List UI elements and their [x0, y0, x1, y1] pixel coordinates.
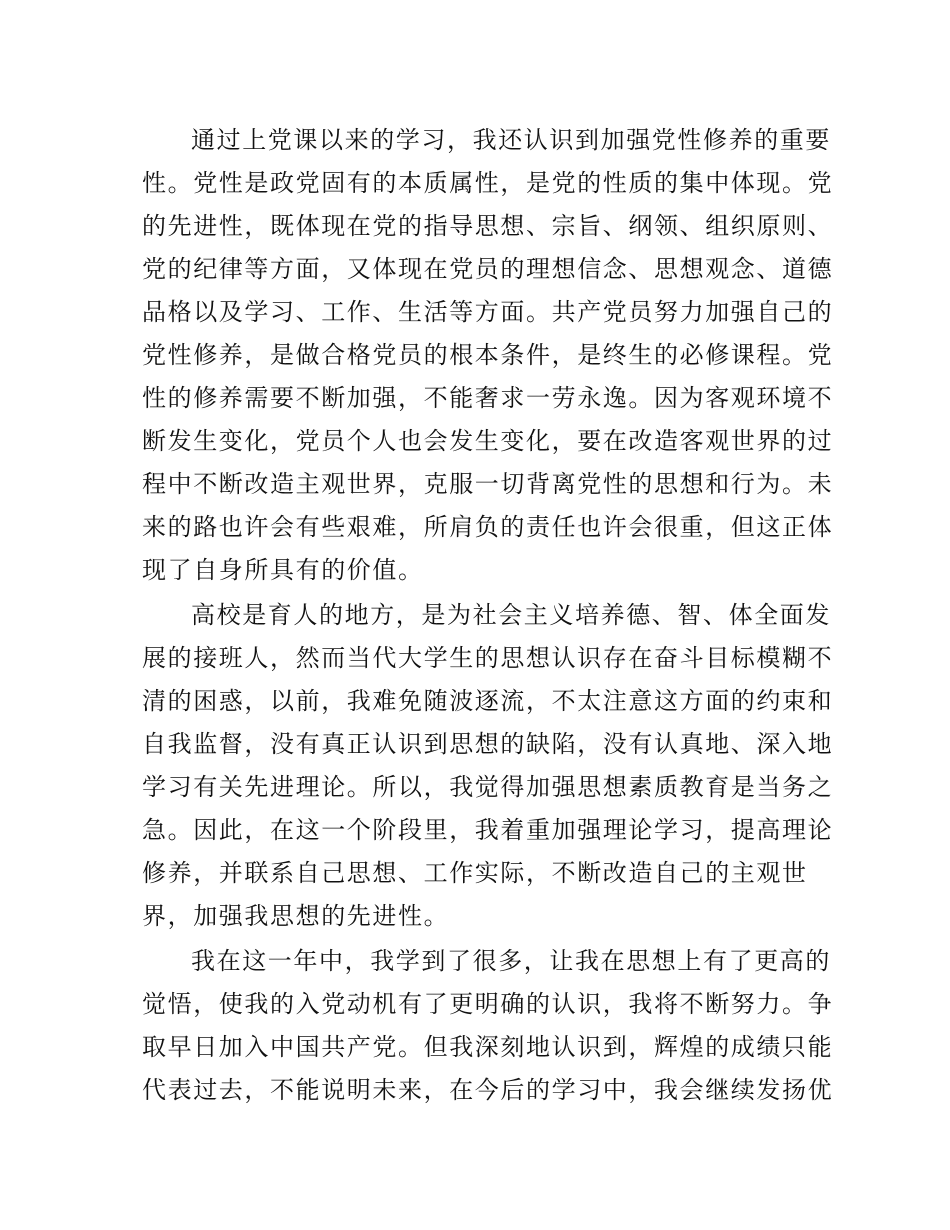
paragraph-2-line-6: 急。因此，在这一个阶段里，我着重加强理论学习，提高理论	[142, 816, 834, 844]
paragraph-2-line-2: 展的接班人，然而当代大学生的思想认识存在奋斗目标模糊不	[142, 644, 834, 672]
paragraph-1-line-10: 来的路也许会有些艰难，所肩负的责任也许会很重，但这正体	[142, 513, 834, 541]
paragraph-3-line-4: 代表过去，不能说明未来，在今后的学习中，我会继续发扬优	[142, 1076, 834, 1104]
paragraph-1-line-3: 的先进性，既体现在党的指导思想、宗旨、纲领、组织原则、	[142, 212, 834, 240]
paragraph-3-line-1: 我在这一年中，我学到了很多，让我在思想上有了更高的	[191, 947, 831, 975]
paragraph-2-line-8: 界，加强我思想的先进性。	[142, 902, 450, 930]
paragraph-1-line-6: 党性修养，是做合格党员的根本条件，是终生的必修课程。党	[142, 341, 834, 369]
paragraph-1-line-8: 断发生变化，党员个人也会发生变化，要在改造客观世界的过	[142, 427, 834, 455]
paragraph-2-line-4: 自我监督，没有真正认识到思想的缺陷，没有认真地、深入地	[142, 730, 834, 758]
paragraph-2-line-3: 清的困惑，以前，我难免随波逐流，不太注意这方面的约束和	[142, 687, 834, 715]
paragraph-2-line-7: 修养，并联系自己思想、工作实际，不断改造自己的主观世	[142, 859, 808, 887]
paragraph-2-line-1: 高校是育人的地方，是为社会主义培养德、智、体全面发	[191, 601, 831, 629]
paragraph-1-line-11: 现了自身所具有的价值。	[142, 556, 424, 584]
paragraph-3-line-3: 取早日加入中国共产党。但我深刻地认识到，辉煌的成绩只能	[142, 1033, 834, 1061]
paragraph-3-line-2: 觉悟，使我的入党动机有了更明确的认识，我将不断努力。争	[142, 990, 834, 1018]
paragraph-1-line-4: 党的纪律等方面，又体现在党员的理想信念、思想观念、道德	[142, 255, 834, 283]
paragraph-1-line-5: 品格以及学习、工作、生活等方面。共产党员努力加强自己的	[142, 298, 834, 326]
paragraph-1-line-7: 性的修养需要不断加强，不能奢求一劳永逸。因为客观环境不	[142, 384, 834, 412]
paragraph-1-line-1: 通过上党课以来的学习，我还认识到加强党性修养的重要	[191, 126, 831, 154]
paragraph-2-line-5: 学习有关先进理论。所以，我觉得加强思想素质教育是当务之	[142, 773, 834, 801]
paragraph-1-line-2: 性。党性是政党固有的本质属性，是党的性质的集中体现。党	[142, 169, 834, 197]
paragraph-1-line-9: 程中不断改造主观世界，克服一切背离党性的思想和行为。未	[142, 470, 834, 498]
